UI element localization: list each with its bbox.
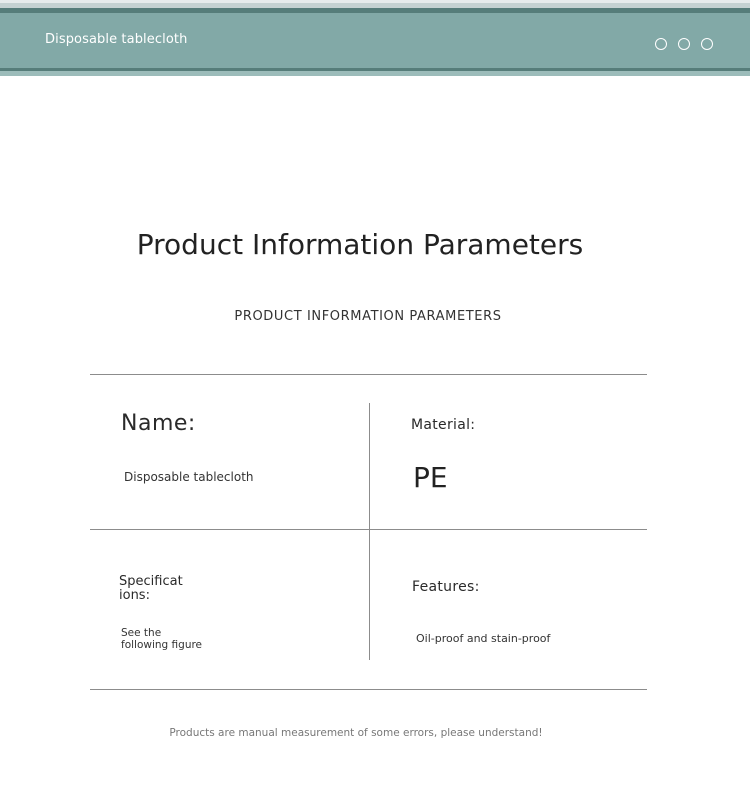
banner-stripe-top [0, 8, 750, 13]
page-title: Product Information Parameters [136, 228, 584, 261]
name-label: Name: [121, 411, 196, 436]
header-title: Disposable tablecloth [45, 32, 188, 47]
page-subtitle: PRODUCT INFORMATION PARAMETERS [234, 309, 502, 324]
circle-dot-icon [701, 38, 713, 50]
material-label: Material: [411, 417, 476, 433]
table-vertical-divider [369, 403, 370, 660]
material-value: PE [413, 461, 448, 494]
specifications-label: Specifications: [119, 574, 183, 603]
table-top-divider [90, 374, 647, 375]
specifications-value: See the following figure [121, 627, 203, 651]
circle-dot-icon [678, 38, 690, 50]
banner-bottom-band [0, 71, 750, 76]
disclaimer-note: Products are manual measurement of some errors, please understand! [169, 727, 543, 739]
features-value: Oil-proof and stain-proof [416, 632, 551, 645]
table-bottom-divider [90, 689, 647, 690]
features-label: Features: [412, 579, 480, 595]
circle-dot-icon [655, 38, 667, 50]
name-value: Disposable tablecloth [124, 470, 254, 484]
